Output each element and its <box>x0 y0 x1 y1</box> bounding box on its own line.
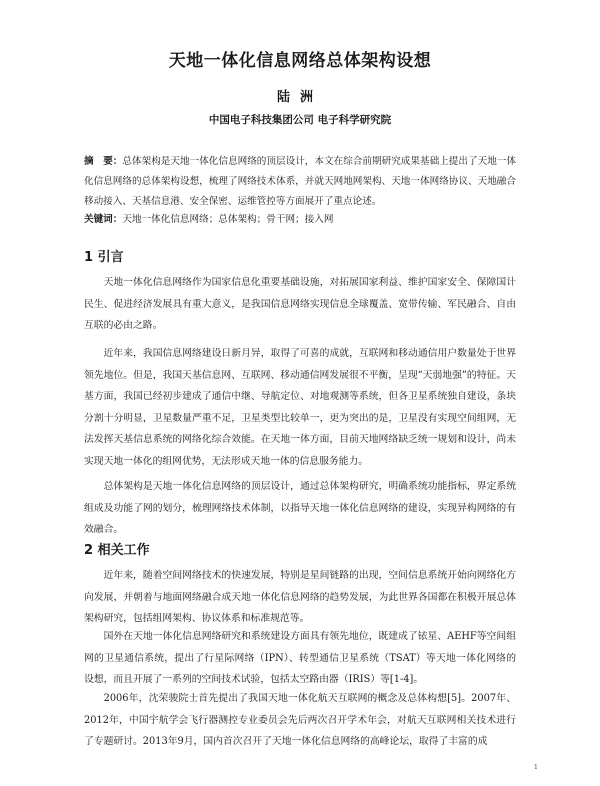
paper-title: 天地一体化信息网络总体架构设想 <box>168 51 432 71</box>
author-affiliation: 中国电子科技集团公司 电子科学研究院 <box>208 114 392 126</box>
author-name: 陆洲 <box>276 90 323 105</box>
page-number: 1 <box>534 764 538 771</box>
paragraph: 2006年，沈荣骏院士首先提出了我国天地一体化航天互联网的概念及总体构想[5]。2007年、2012年，中国宇航学会飞行器测控专业委员会先后两次召开学术年会，对航天互联网相关技术进行了专题研讨。2013年9月，国内首次召开了天地一体化信息网络的高峰论坛，取得了丰富的成 <box>84 693 516 747</box>
keywords <box>84 212 516 228</box>
keywords-text: 天地一体化信息网络；总体架构；骨干网；接入网 <box>122 214 334 225</box>
paragraph: 国外在天地一体化信息网络研究和系统建设方面具有领先地位，既建成了铱星、AEHF等空间组网的卫星通信系统，提出了行星际网络（IPN）、转型通信卫星系统（TSAT）等天地一体化网络的设想，而且开展了一系列的空间技术试验，包括太空路由器（IRIS）等[1-4]。 <box>84 631 516 685</box>
abstract <box>84 152 516 212</box>
paragraph: 总体架构是天地一体化信息网络的顶层设计，通过总体架构研究，明确系统功能指标，界定系统组成及功能了网的划分，梳理网络技术体制，以指导天地一体化信息网络的建设，实现异构网络的有效融合。 <box>84 481 516 535</box>
paragraph: 近年来，随着空间网络技术的快速发展，特别是星间链路的出现，空间信息系统开始向网络化方向发展，并朝着与地面网络融合成天地一体化信息网络的趋势发展，为此世界各国都在积极开展总体架构研究，包括组网架构、协议体系和标准规范等。 <box>84 570 516 624</box>
paragraph: 天地一体化信息网络作为国家信息化重要基础设施，对拓展国家利益、维护国家安全、保障国计民生、促进经济发展具有重大意义，是我国信息网络实现信息全球覆盖、宽带传输、军民融合、自由互联的必由之路。 <box>84 277 516 331</box>
abstract-label: 摘 要： <box>84 156 123 167</box>
section-heading-introduction: 1 引言 <box>84 250 124 265</box>
abstract-text: 总体架构是天地一体化信息网络的顶层设计，本文在综合前期研究成果基础上提出了天地一体化信息网络的总体架构设想，梳理了网络技术体系，并就天网地网架构、天地一体网络协议、天地融合移动接入、天基信息港、安全保密、运维管控等方面展开了重点论述。 <box>84 156 517 207</box>
section-heading-related-work: 2 相关工作 <box>84 543 150 558</box>
keywords-label: 关键词： <box>84 214 123 225</box>
paragraph: 近年来，我国信息网络建设日新月异，取得了可喜的成就，互联网和移动通信用户数量处于世界领先地位。但是，我国天基信息网、互联网、移动通信网发展很不平衡，呈现“天弱地强”的特征。天基方面，我国已经初步建成了通信中继、导航定位、对地观测等系统，但各卫星系统独自建设，条块分割十分明显，卫星数量严重不足，卫星类型比较单一，更为突出的是，卫星没有实现空间组网，无法发挥天基信息系统的网络化综合效能。在天地一体方面，目前天地网络缺乏统一规划和设计，尚未实现天地一体化的组网优势，无法形成天地一体的信息服务能力。 <box>84 348 516 467</box>
